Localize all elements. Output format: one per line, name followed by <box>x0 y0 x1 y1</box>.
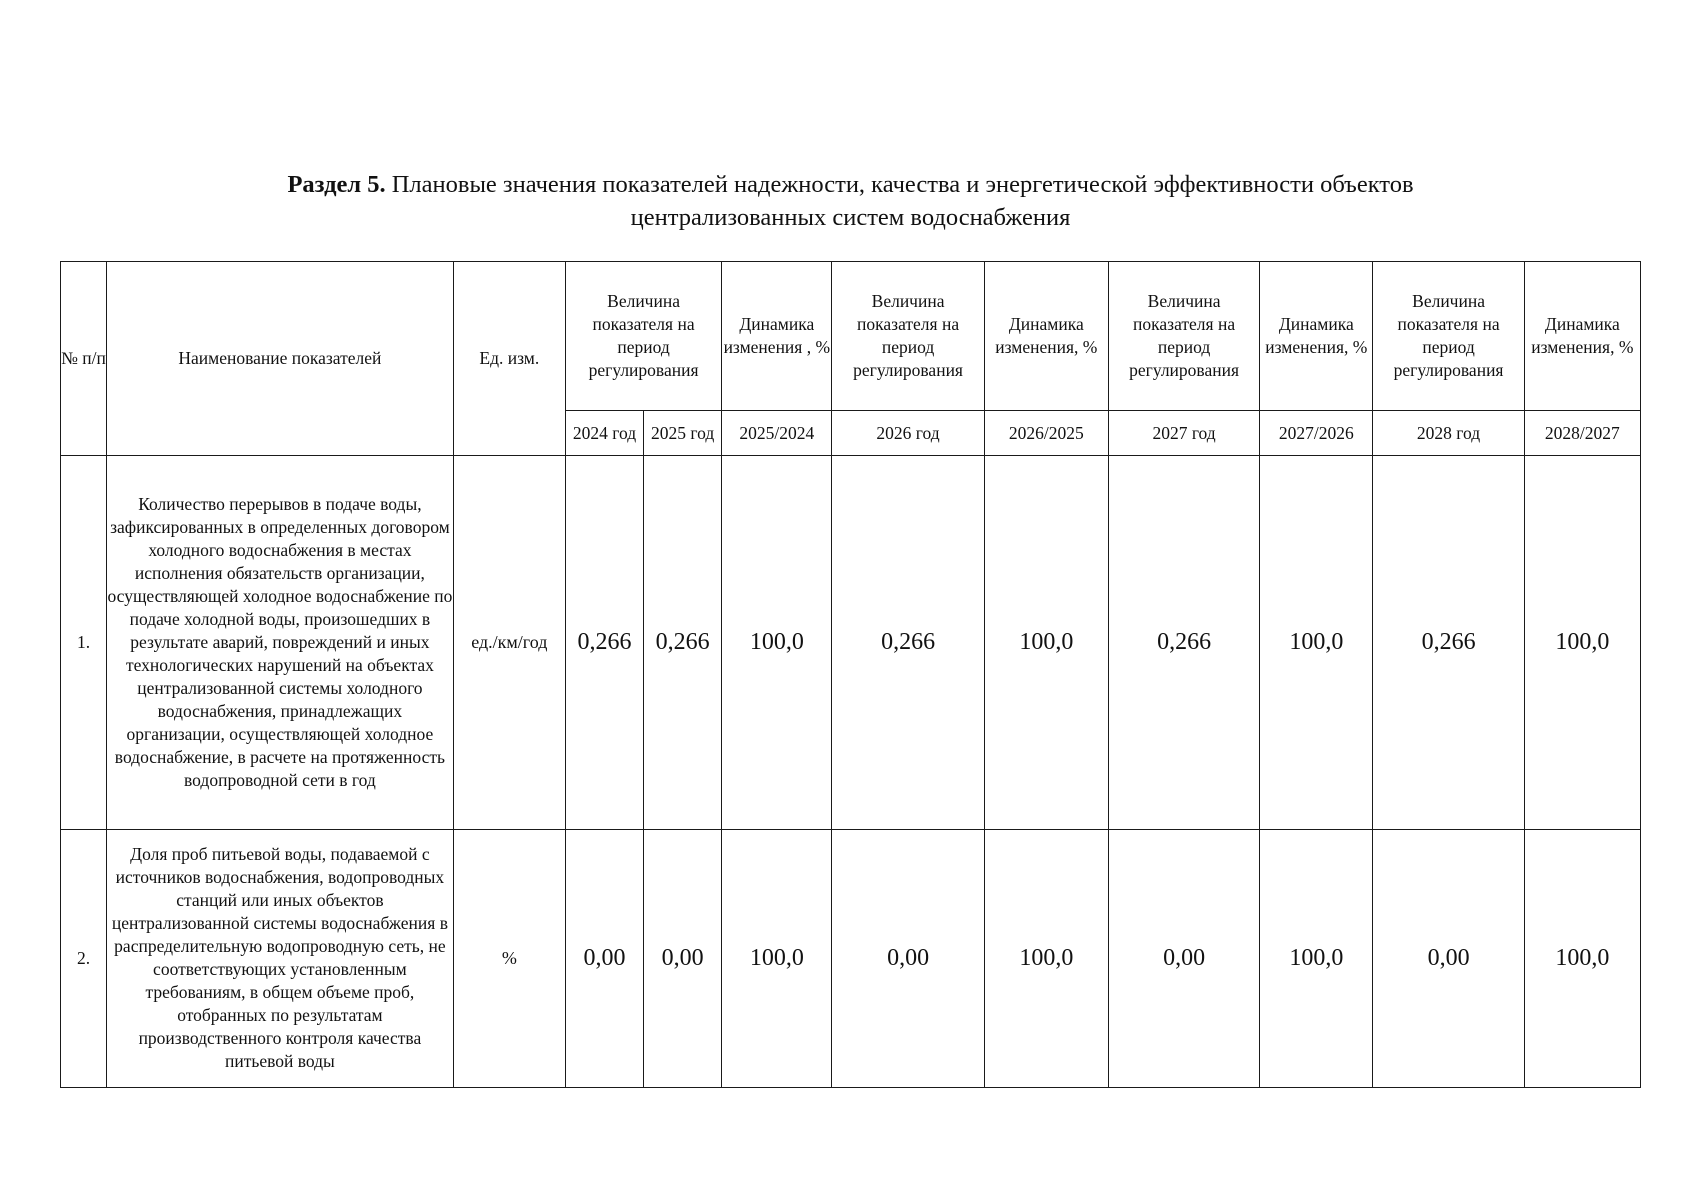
value-cell: 0,00 <box>1108 829 1259 1087</box>
value-cell: 0,266 <box>1108 456 1259 829</box>
subheader-2026: 2026 год <box>832 411 984 456</box>
indicator-name: Доля проб питьевой воды, подаваемой с источников водоснабжения, водопроводных станций или иных объектов централизованной системы водоснабжения в распределительную водопроводную сеть, не соответствующих установленным требованиям, в общем объеме проб, отобранных по результатам производственного контроля качества питьевой воды <box>107 829 454 1087</box>
heading-line-1 <box>0 168 1701 201</box>
row-number: 1. <box>61 456 107 829</box>
value-cell: 100,0 <box>1260 456 1373 829</box>
header-group-value-2026: Величина показателя на период регулирования <box>832 262 984 411</box>
indicators-table <box>60 261 1641 1088</box>
table-row <box>61 456 1641 829</box>
unit-cell: ед./км/год <box>453 456 565 829</box>
value-cell: 100,0 <box>722 829 832 1087</box>
value-cell: 0,266 <box>565 456 643 829</box>
subheader-2027: 2027 год <box>1108 411 1259 456</box>
header-group-dynamics-2026: Динамика изменения, % <box>984 262 1108 411</box>
heading-line-2: централизованных систем водоснабжения <box>630 204 1071 231</box>
header-group-value-2025: Величина показателя на период регулирования <box>565 262 721 411</box>
subheader-2027-2026: 2027/2026 <box>1260 411 1373 456</box>
value-cell: 100,0 <box>984 829 1108 1087</box>
value-cell: 100,0 <box>1524 829 1640 1087</box>
subheader-2025-2024: 2025/2024 <box>722 411 832 456</box>
header-row <box>61 262 1641 411</box>
value-cell: 0,00 <box>832 829 984 1087</box>
value-cell: 100,0 <box>1260 829 1373 1087</box>
indicator-name: Количество перерывов в подаче воды, зафиксированных в определенных договором холодного водоснабжения в местах исполнения обязательств организации, осуществляющей холодное водоснабжение по подаче холодной воды, произошедших в результате аварий, повреждений и иных технологических нарушений на объектах централизованной системы холодного водоснабжения, принадлежащих организации, осуществляющей холодное водоснабжение, в расчете на протяженность водопроводной сети в год <box>107 456 454 829</box>
header-group-dynamics-2025: Динамика изменения , % <box>722 262 832 411</box>
subheader-2024: 2024 год <box>565 411 643 456</box>
value-cell: 0,00 <box>1373 829 1524 1087</box>
header-name: Наименование показателей <box>107 262 454 456</box>
value-cell: 100,0 <box>722 456 832 829</box>
header-num: № п/п <box>61 262 107 456</box>
value-cell: 100,0 <box>984 456 1108 829</box>
header-group-dynamics-2028: Динамика изменения, % <box>1524 262 1640 411</box>
value-cell: 0,266 <box>1373 456 1524 829</box>
page-heading <box>0 168 1701 234</box>
subheader-2028: 2028 год <box>1373 411 1524 456</box>
section-label: Раздел 5. <box>287 171 386 198</box>
subheader-2025: 2025 год <box>644 411 722 456</box>
table-row <box>61 829 1641 1087</box>
heading-title: Плановые значения показателей надежности, качества и энергетической эффективности объектов <box>391 171 1414 198</box>
subheader-2026-2025: 2026/2025 <box>984 411 1108 456</box>
header-group-value-2027: Величина показателя на период регулирования <box>1108 262 1259 411</box>
value-cell: 100,0 <box>1524 456 1640 829</box>
row-number: 2. <box>61 829 107 1087</box>
value-cell: 0,00 <box>565 829 643 1087</box>
unit-cell: % <box>453 829 565 1087</box>
subheader-2028-2027: 2028/2027 <box>1524 411 1640 456</box>
value-cell: 0,266 <box>832 456 984 829</box>
header-unit: Ед. изм. <box>453 262 565 456</box>
header-group-value-2028: Величина показателя на период регулирования <box>1373 262 1524 411</box>
header-group-dynamics-2027: Динамика изменения, % <box>1260 262 1373 411</box>
value-cell: 0,00 <box>644 829 722 1087</box>
value-cell: 0,266 <box>644 456 722 829</box>
